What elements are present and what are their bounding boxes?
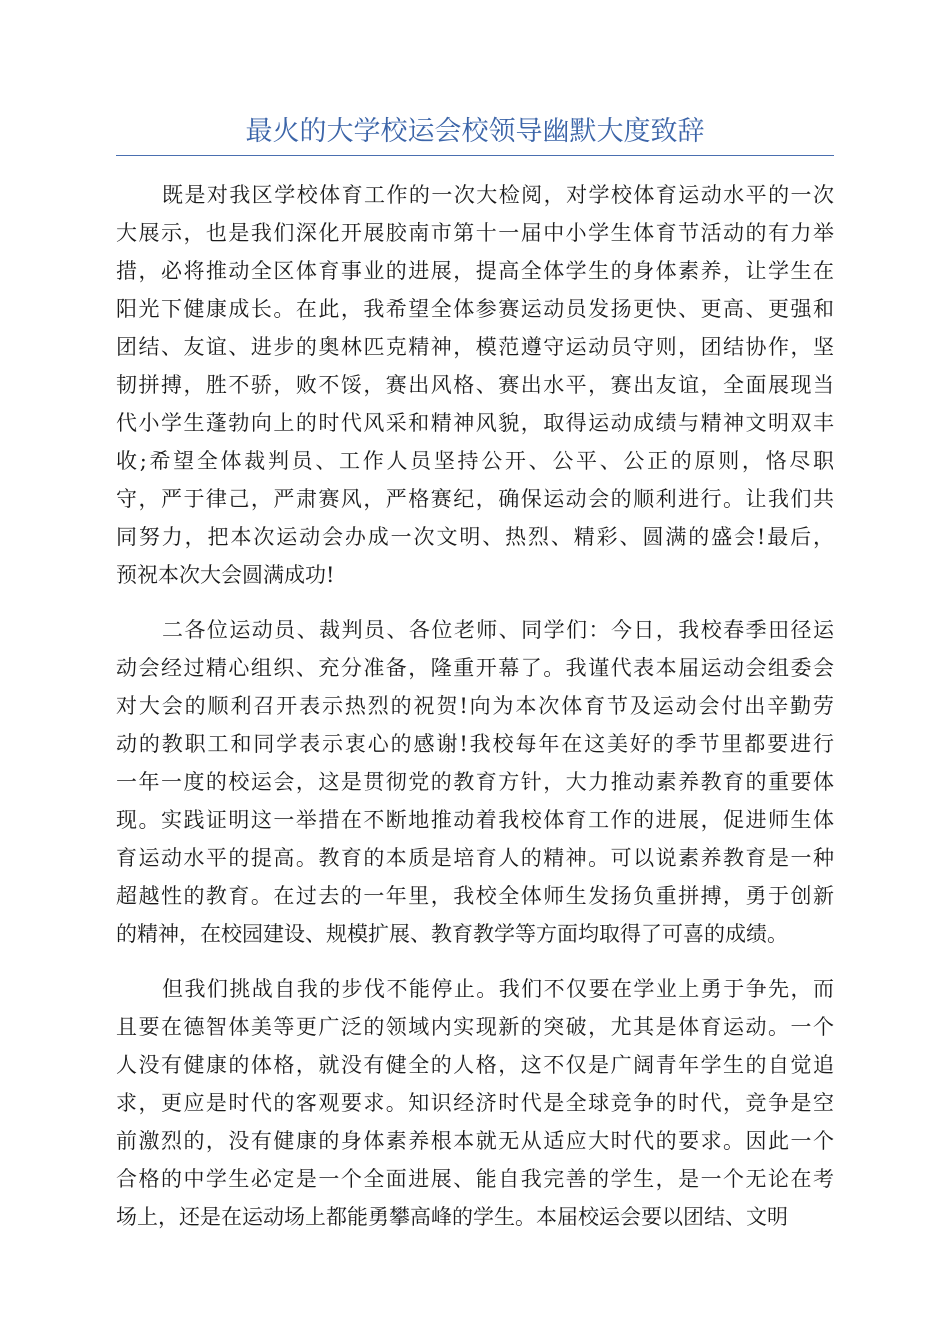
paragraph-line: 但我们挑战自我的步伐不能停止。我们不仅要在学业上勇于争先，而: [162, 977, 834, 1001]
paragraph-line: 求，更应是时代的客观要求。知识经济时代是全球竞争的时代，竞争是空: [116, 1091, 834, 1115]
paragraph: [116, 611, 834, 953]
paragraph: [116, 176, 834, 594]
paragraph-line: 团结、友谊、进步的奥林匹克精神，模范遵守运动员守则，团结协作，坚: [116, 335, 834, 359]
paragraph-line: 场上，还是在运动场上都能勇攀高峰的学生。本届校运会要以团结、文明: [116, 1205, 788, 1229]
paragraph-line: 守，严于律己，严肃赛风，严格赛纪，确保运动会的顺利进行。让我们共: [116, 487, 834, 511]
paragraph: [116, 970, 834, 1236]
paragraph-line: 现。实践证明这一举措在不断地推动着我校体育工作的进展，促进师生体: [116, 808, 834, 832]
paragraph-line: 育运动水平的提高。教育的本质是培育人的精神。可以说素养教育是一种: [116, 846, 834, 870]
paragraph-line: 对大会的顺利召开表示热烈的祝贺!向为本次体育节及运动会付出辛勤劳: [116, 694, 834, 718]
paragraph-line: 预祝本次大会圆满成功!: [116, 563, 335, 587]
paragraph-line: 合格的中学生必定是一个全面进展、能自我完善的学生，是一个无论在考: [116, 1167, 834, 1191]
paragraph-line: 阳光下健康成长。在此，我希望全体参赛运动员发扬更快、更高、更强和: [116, 297, 834, 321]
document-title: 最火的大学校运会校领导幽默大度致辞: [245, 116, 705, 147]
paragraph-line: 收;希望全体裁判员、工作人员坚持公开、公平、公正的原则，恪尽职: [116, 449, 834, 473]
paragraph-line: 前激烈的，没有健康的身体素养根本就无从适应大时代的要求。因此一个: [116, 1129, 834, 1153]
paragraph-line: 的精神，在校园建设、规模扩展、教育教学等方面均取得了可喜的成绩。: [116, 922, 788, 946]
document-body: [116, 176, 834, 1253]
paragraph-line: 韧拼搏，胜不骄，败不馁，赛出风格、赛出水平，赛出友谊，全面展现当: [116, 373, 834, 397]
paragraph-line: 既是对我区学校体育工作的一次大检阅，对学校体育运动水平的一次: [162, 183, 834, 207]
paragraph-line: 动的教职工和同学表示衷心的感谢!我校每年在这美好的季节里都要进行: [116, 732, 834, 756]
title-underline: [116, 155, 834, 156]
paragraph-line: 一年一度的校运会，这是贯彻党的教育方针，大力推动素养教育的重要体: [116, 770, 834, 794]
paragraph-line: 动会经过精心组织、充分准备，隆重开幕了。我谨代表本届运动会组委会: [116, 656, 834, 680]
paragraph-line: 同努力，把本次运动会办成一次文明、热烈、精彩、圆满的盛会!最后，: [116, 525, 834, 549]
paragraph-line: 且要在德智体美等更广泛的领域内实现新的突破，尤其是体育运动。一个: [116, 1015, 834, 1039]
paragraph-line: 二各位运动员、裁判员、各位老师、同学们：今日，我校春季田径运: [162, 618, 834, 642]
paragraph-line: 人没有健康的体格，就没有健全的人格，这不仅是广阔青年学生的自觉追: [116, 1053, 834, 1077]
paragraph-line: 措，必将推动全区体育事业的进展，提高全体学生的身体素养，让学生在: [116, 259, 834, 283]
paragraph-line: 大展示，也是我们深化开展胶南市第十一届中小学生体育节活动的有力举: [116, 221, 834, 245]
paragraph-line: 代小学生蓬勃向上的时代风采和精神风貌，取得运动成绩与精神文明双丰: [116, 411, 834, 435]
paragraph-line: 超越性的教育。在过去的一年里，我校全体师生发扬负重拼搏，勇于创新: [116, 884, 834, 908]
